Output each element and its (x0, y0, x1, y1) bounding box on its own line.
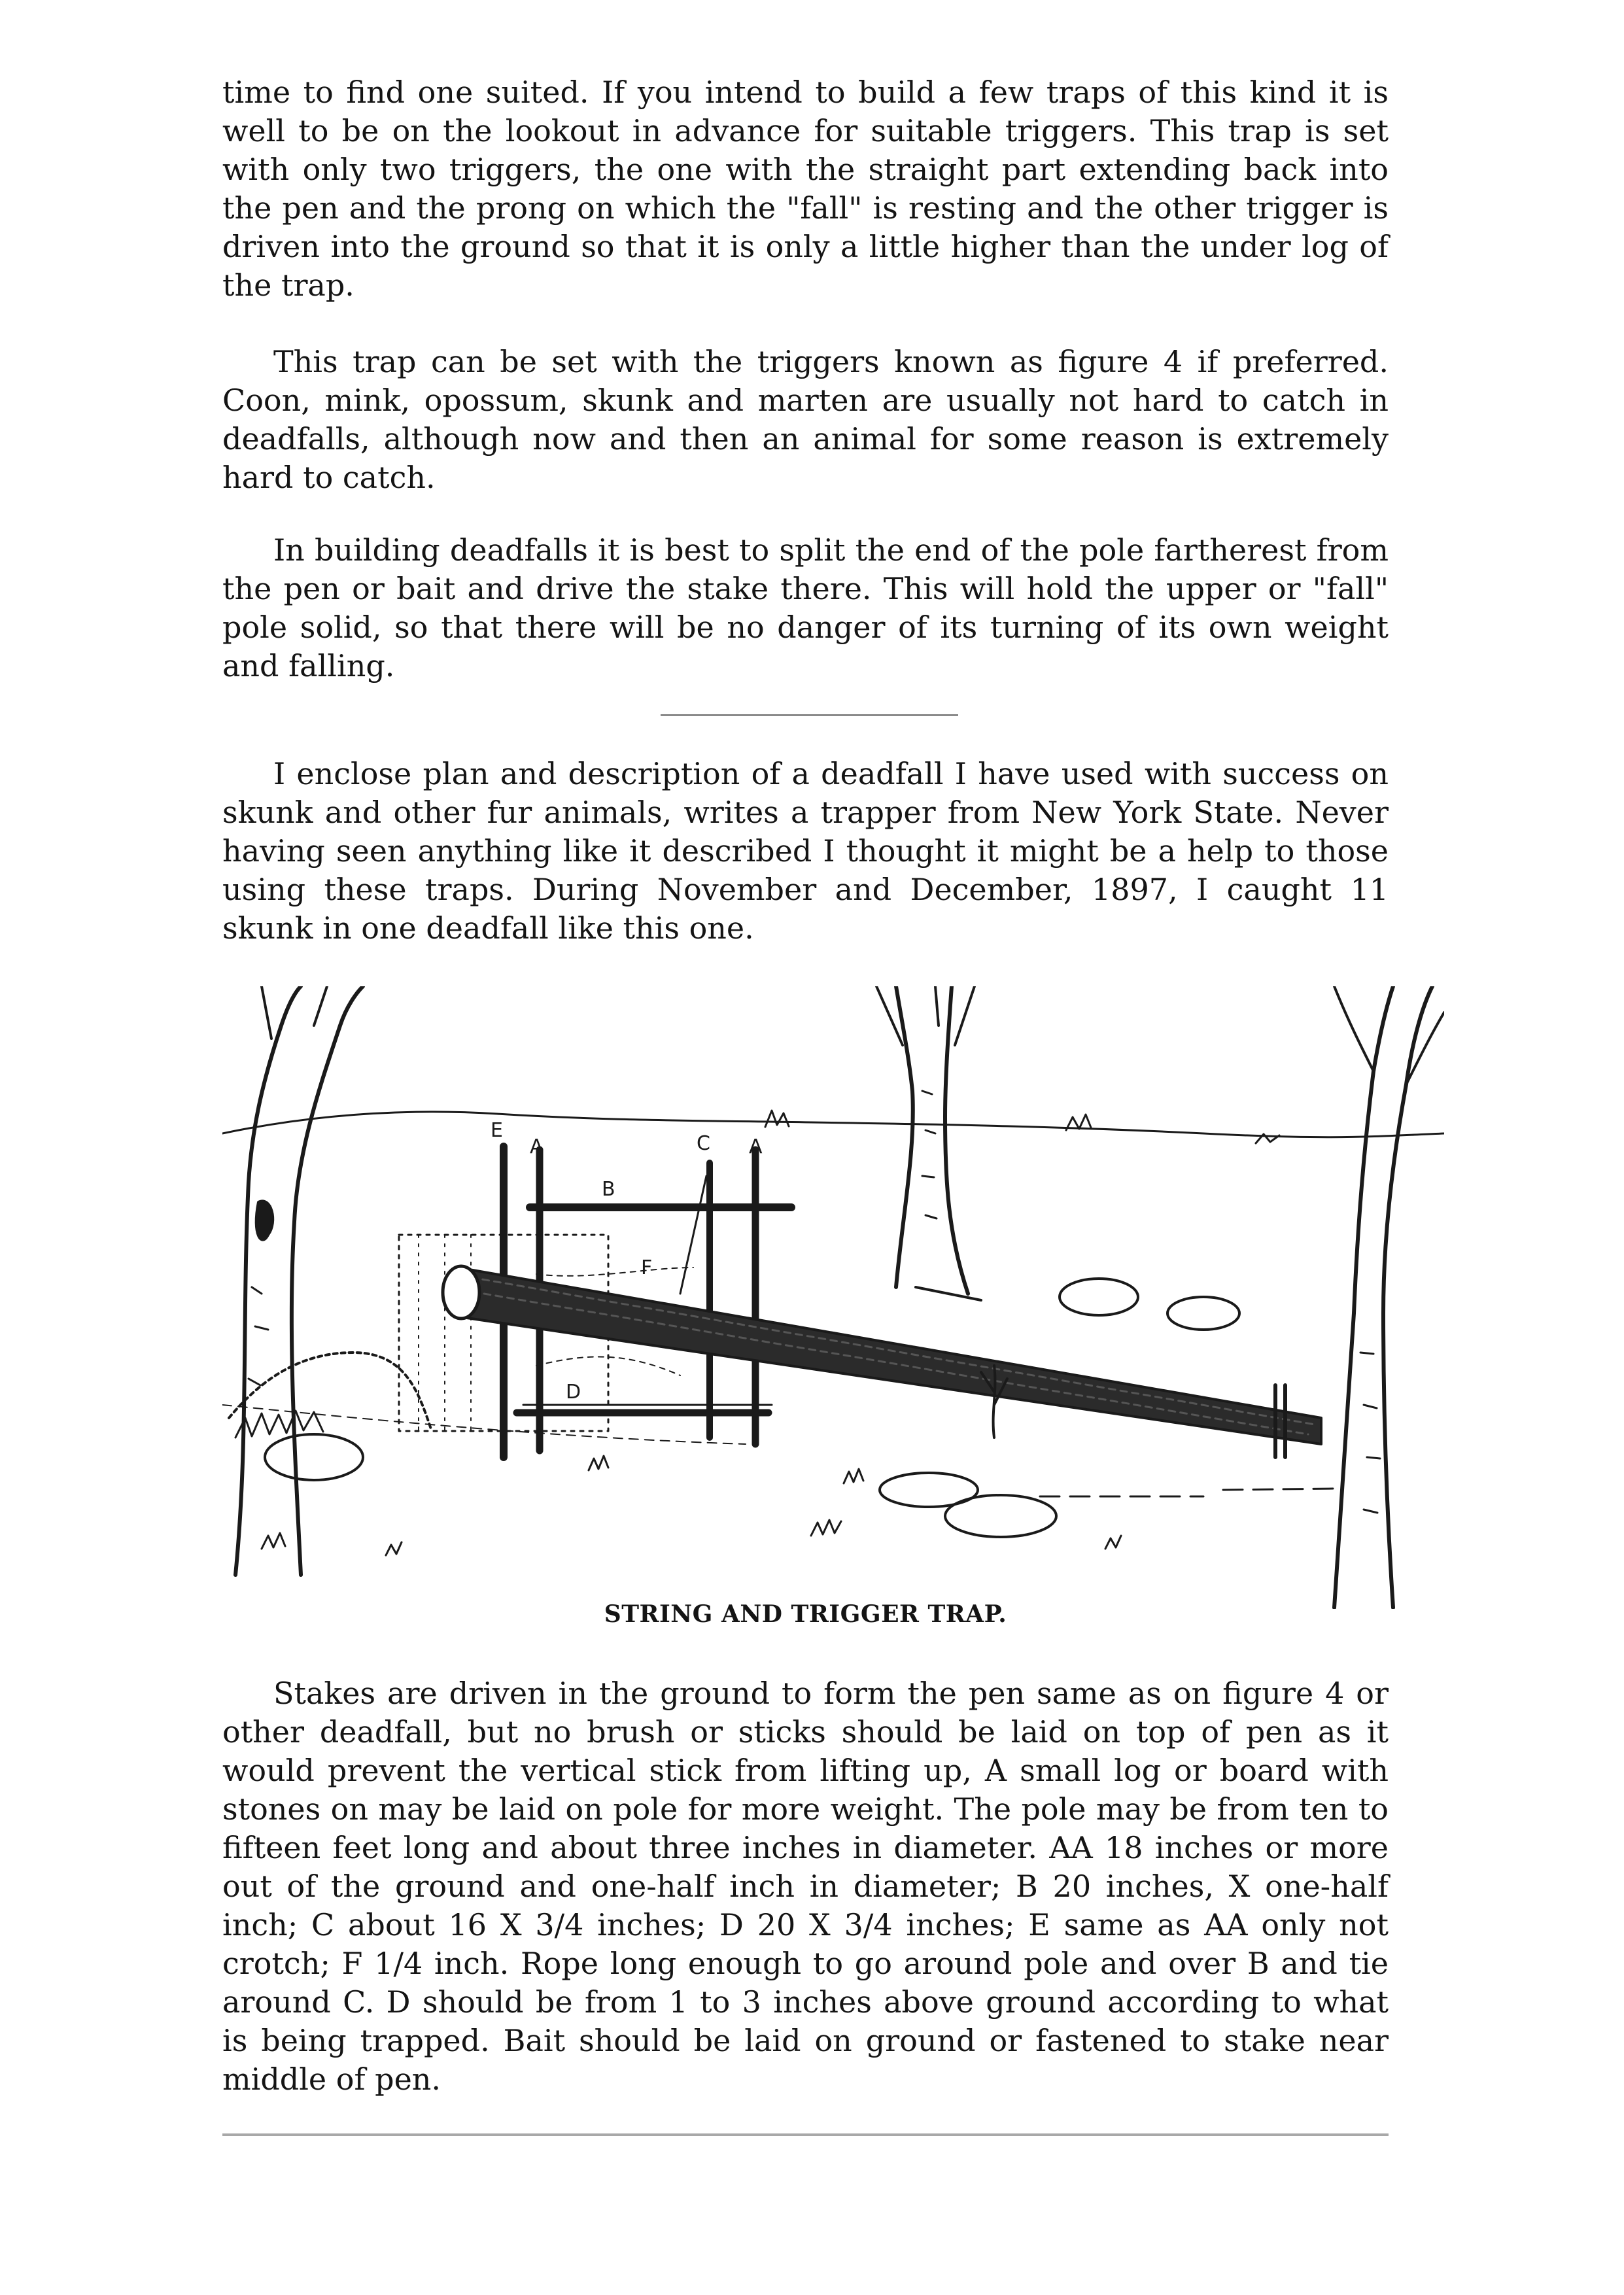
string-f (680, 1176, 706, 1294)
figure-caption: STRING AND TRIGGER TRAP. (604, 1600, 1007, 1628)
paragraph-figure-4-triggers: This trap can be set with the triggers known as figure 4 if preferred. Coon, mink, opossum, skunk and marten are usually not hard to catch in deadfalls, although now and then an animal for some reason is extremely hard to catch. (222, 344, 1389, 495)
rock-icon (1167, 1297, 1239, 1330)
left-tree-icon (235, 986, 363, 1575)
page-end-rule (222, 2133, 1389, 2136)
horizon-line (222, 1112, 1444, 1137)
middle-tree-icon (876, 986, 981, 1300)
rock-icon (265, 1434, 363, 1480)
rock-icon (945, 1495, 1056, 1537)
figure-label-f: F (641, 1256, 653, 1279)
figure-label-a-right: A (749, 1135, 763, 1158)
rock-icon (1060, 1279, 1138, 1315)
fall-pole (443, 1266, 1321, 1457)
figure-label-c: C (697, 1132, 710, 1155)
figure-label-e: E (491, 1119, 503, 1142)
right-tree-icon (1334, 986, 1444, 1608)
paragraph-building-deadfalls: In building deadfalls it is best to split the end of the pole fartherest from the pen or bait and drive the stake there. This will hold the upper or "fall" pole solid, so that there will be no danger of its turning of its own weight and falling. (222, 532, 1389, 683)
paragraph-trapper-letter: I enclose plan and description of a deadfall I have used with success on skunk and other fur animals, writes a trapper from New York State. Never having seen anything like it described I thought it might be a help to those using these traps. During November and December, 1897, I caught 11 skunk in one deadfall like this one. (222, 756, 1389, 946)
trap-illustration (222, 986, 1444, 1609)
figure-label-a-left: A (530, 1135, 544, 1158)
figure-label-d: D (566, 1381, 581, 1404)
paragraph-trigger-description: time to find one suited. If you intend to build a few traps of this kind it is well to be on the lookout in advance for suitable triggers. This trap is set with only two triggers, the one with the straight part extending back into the pen and the prong on which the "fall" is resting and the other trigger is driven into the ground so that it is only a little higher than the under log of the trap. (222, 75, 1389, 303)
section-divider (661, 714, 958, 716)
string-and-trigger-trap-drawing (222, 986, 1444, 1609)
figure-label-b: B (602, 1178, 615, 1201)
paragraph-construction-details: Stakes are driven in the ground to form the pen same as on figure 4 or other deadfall, but no brush or sticks should be laid on top of pen as it would prevent the vertical stick from lifting up, A small log or board with stones on may be laid on pole for more weight. The pole may be from ten to fifteen feet long and about three inches in diameter. AA 18 inches or more out of the ground and one-half inch in diameter; B 20 inches, X one-half inch; C about 16 X 3/4 inches; D 20 X 3/4 inches; E same as AA only not crotch; F 1/4 inch. Rope long enough to go around pole and over B and tie around C. D should be from 1 to 3 inches above ground according to what is being trapped. Bait should be laid on ground or fastened to stake near middle of pen. (222, 1676, 1389, 2097)
